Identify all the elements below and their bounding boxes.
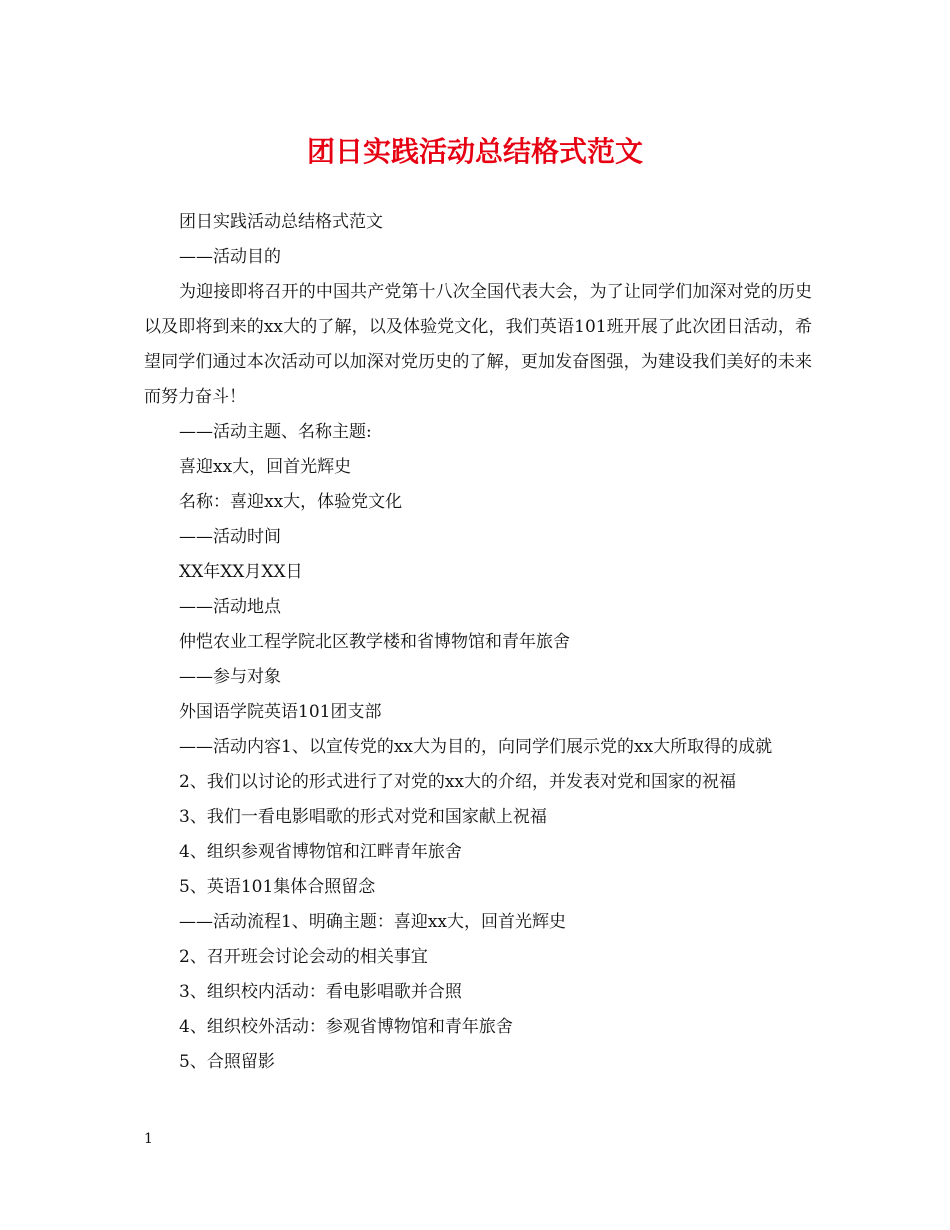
paragraph-time-text: XX年XX月XX日 <box>179 562 303 582</box>
document-title: 团日实践活动总结格式范文 <box>306 135 643 168</box>
paragraph-participants-label: ——参与对象 <box>179 667 281 687</box>
paragraph-time-label: ——活动时间 <box>179 527 281 547</box>
paragraph-theme-label: ——活动主题、名称主题: <box>179 422 372 442</box>
paragraph-content-3: 3、我们一看电影唱歌的形式对党和国家献上祝福 <box>179 807 547 827</box>
paragraph-location-label: ——活动地点 <box>179 597 281 617</box>
paragraph-process-5: 5、合照留影 <box>179 1052 275 1072</box>
paragraph-theme-text: 喜迎xx大，回首光辉史 <box>179 457 352 477</box>
paragraph-purpose-label: ——活动目的 <box>179 247 281 267</box>
paragraph-heading: 团日实践活动总结格式范文 <box>179 212 383 232</box>
paragraph-participants-text: 外国语学院英语101团支部 <box>179 702 382 722</box>
paragraph-content-4: 4、组织参观省博物馆和江畔青年旅舍 <box>179 842 462 862</box>
paragraph-process-4: 4、组织校外活动：参观省博物馆和青年旅舍 <box>179 1017 513 1037</box>
paragraph-process-3: 3、组织校内活动：看电影唱歌并合照 <box>179 982 462 1002</box>
paragraph-content-5: 5、英语101集体合照留念 <box>179 877 376 897</box>
page-number: 1 <box>144 1131 153 1147</box>
paragraph-name-text: 名称：喜迎xx大，体验党文化 <box>179 492 403 512</box>
document-body <box>144 205 812 1080</box>
paragraph-content-2: 2、我们以讨论的形式进行了对党的xx大的介绍，并发表对党和国家的祝福 <box>179 772 736 792</box>
paragraph-location-text: 仲恺农业工程学院北区教学楼和省博物馆和青年旅舍 <box>179 632 570 652</box>
paragraph-content-1: ——活动内容1、以宣传党的xx大为目的，向同学们展示党的xx大所取得的成就 <box>179 737 773 757</box>
paragraph-process-1: ——活动流程1、明确主题：喜迎xx大，回首光辉史 <box>179 912 566 932</box>
paragraph-purpose-text: 为迎接即将召开的中国共产党第十八次全国代表大会，为了让同学们加深对党的历史以及即将到来的xx大的了解，以及体验党文化，我们英语101班开展了此次团日活动，希望同学们通过本次活动可以加深对党历史的了解，更加发奋图强，为建设我们美好的未来而努力奋斗！ <box>144 282 812 407</box>
paragraph-process-2: 2、召开班会讨论会动的相关事宜 <box>179 947 428 967</box>
